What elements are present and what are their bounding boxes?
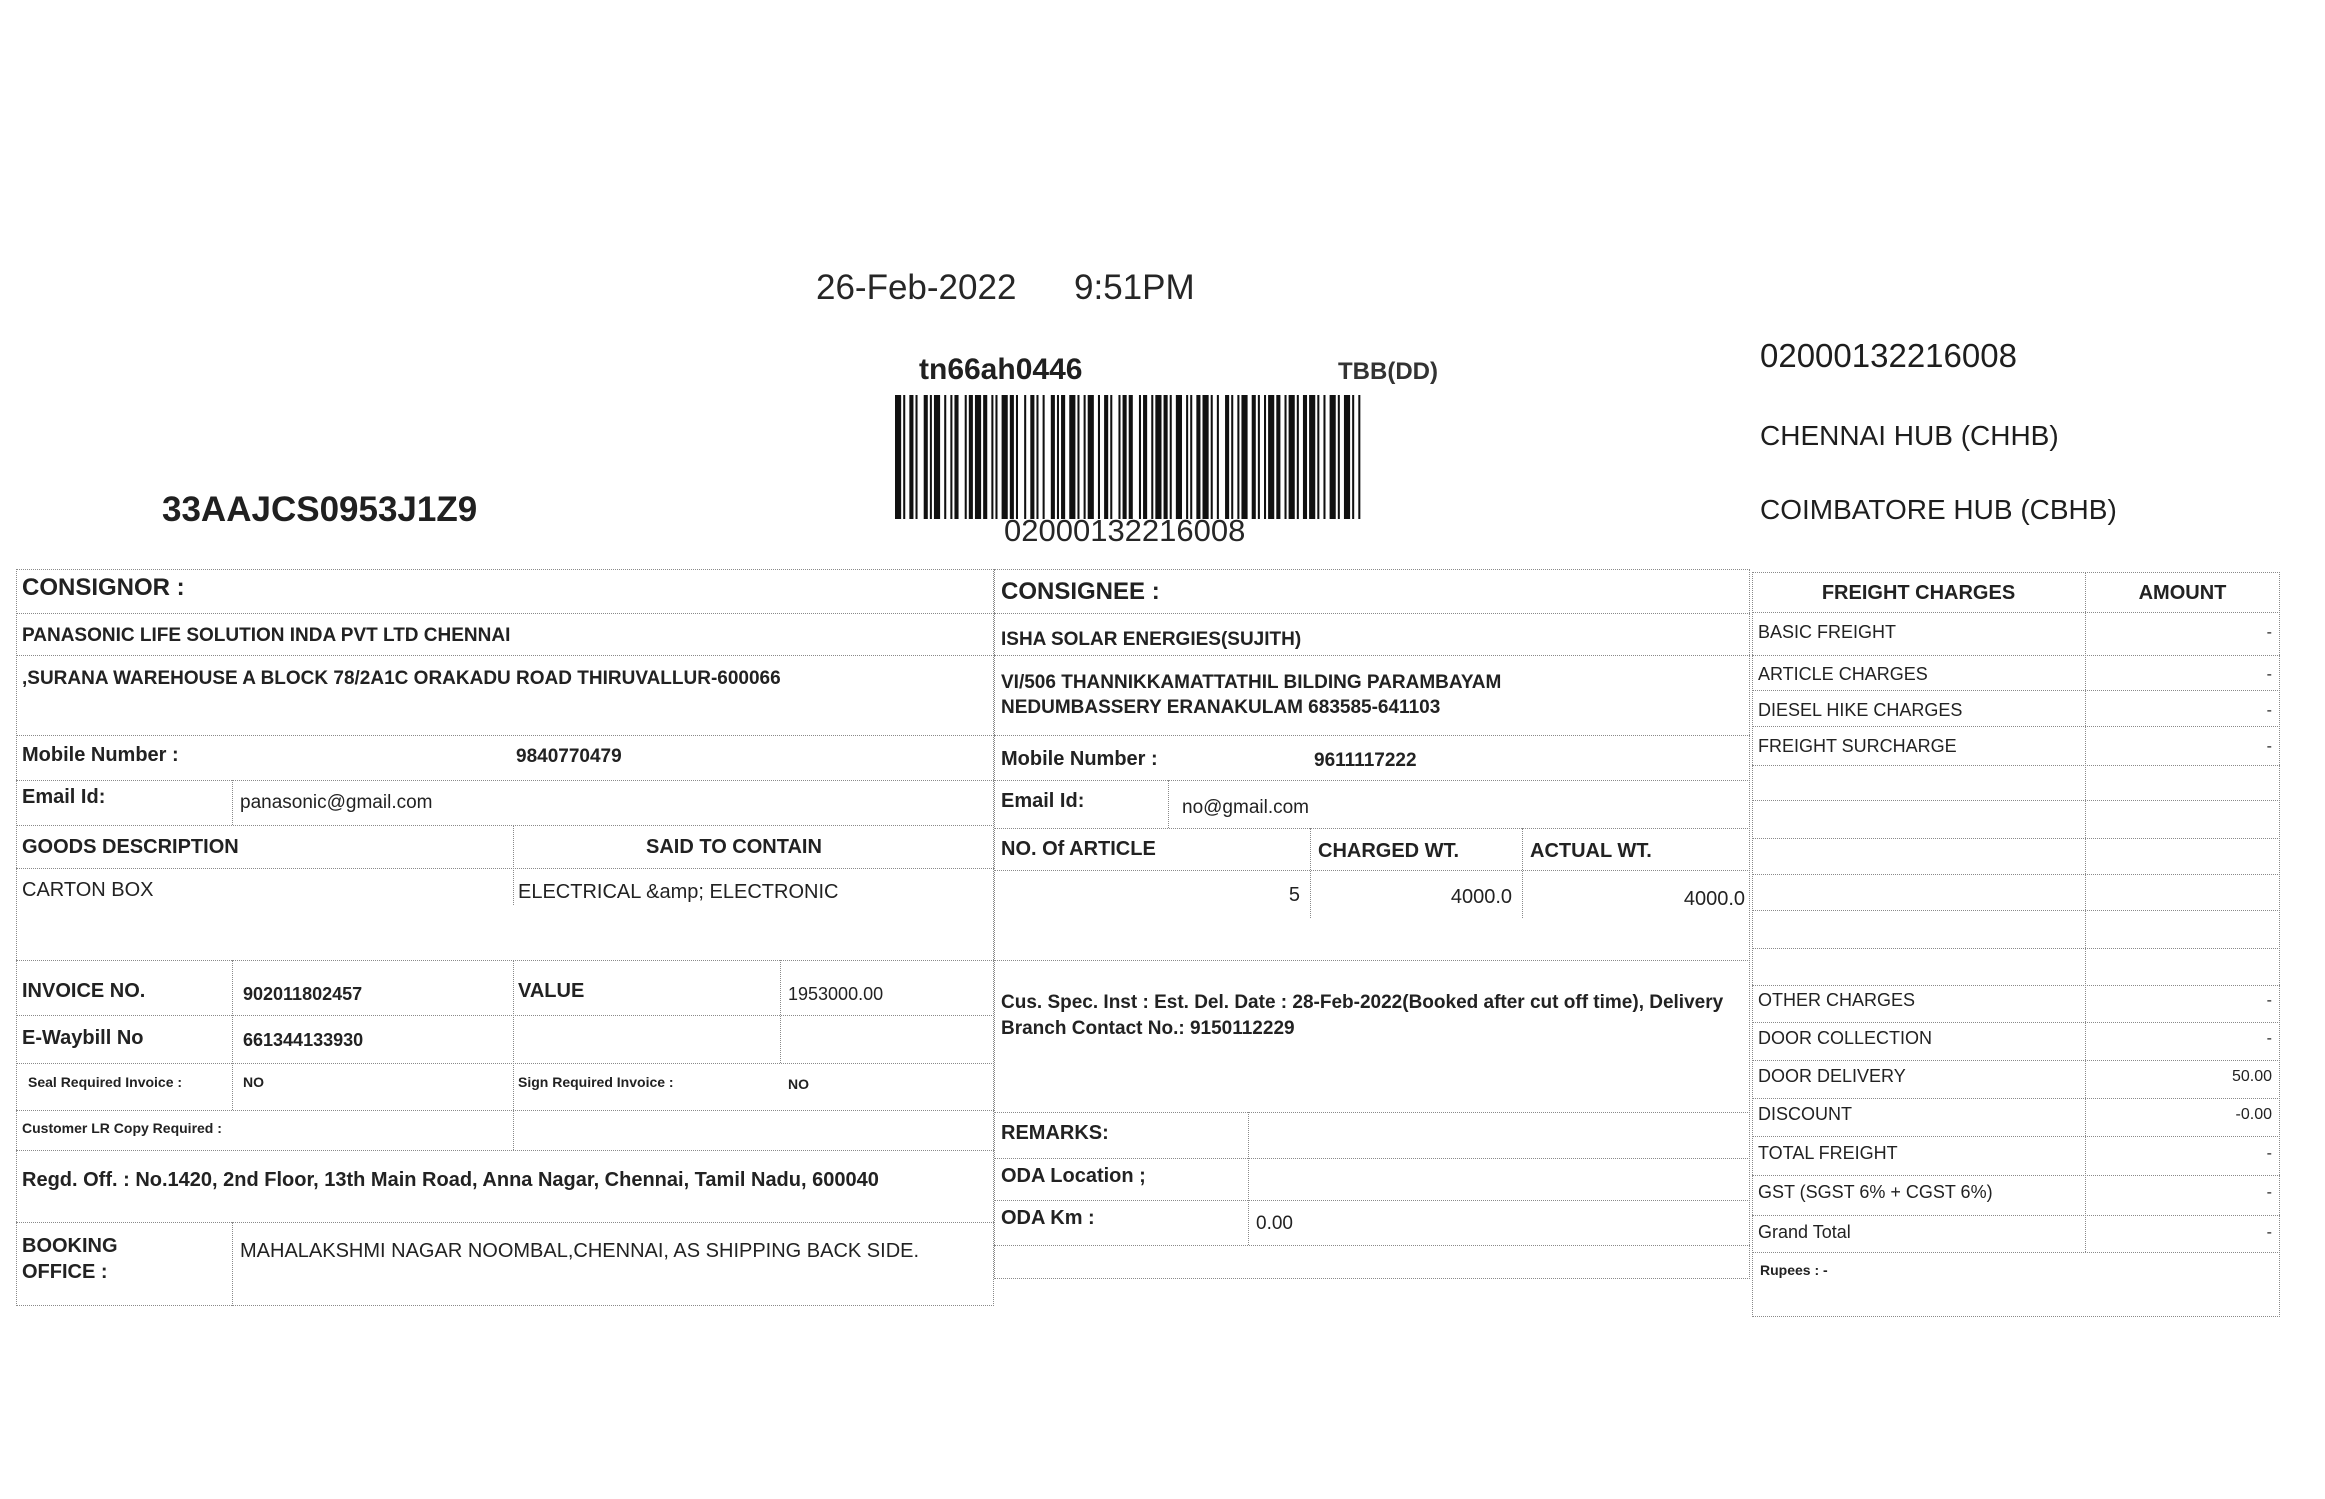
barcode-bar xyxy=(1110,395,1112,519)
barcode-bar xyxy=(1036,395,1038,519)
consignor-address: ,SURANA WAREHOUSE A BLOCK 78/2A1C ORAKADU ROAD THIRUVALLUR-600066 xyxy=(22,668,781,689)
consignee-address-line1: VI/506 THANNIKKAMATTATHIL BILDING PARAMBAYAM xyxy=(1001,672,1502,693)
freight-charge-label: DOOR COLLECTION xyxy=(1758,1028,1933,1048)
barcode-bar xyxy=(995,395,997,519)
freight-charge-amount: - xyxy=(2266,1224,2272,1241)
barcode-bar xyxy=(1123,395,1127,519)
lr-copy-required-label: Customer LR Copy Required : xyxy=(22,1120,222,1136)
gstin-number: 33AAJCS0953J1Z9 xyxy=(162,490,478,529)
barcode-bar xyxy=(1151,395,1153,519)
lr-number: 02000132216008 xyxy=(1760,337,2017,374)
barcode-bar xyxy=(1237,395,1239,519)
seal-required-value: NO xyxy=(243,1074,264,1090)
freight-charge-label: GST (SGST 6% + CGST 6%) xyxy=(1758,1182,1993,1202)
oda-km-value: 0.00 xyxy=(1256,1213,1293,1234)
vehicle-number: tn66ah0446 xyxy=(919,353,1083,386)
goods-description-label: GOODS DESCRIPTION xyxy=(22,836,239,858)
barcode-bar xyxy=(903,395,905,519)
freight-charge-label: OTHER CHARGES xyxy=(1758,990,1916,1010)
barcode-bar xyxy=(1358,395,1360,519)
said-to-contain: ELECTRICAL &amp; ELECTRONIC xyxy=(518,881,839,903)
barcode-bar xyxy=(1010,395,1014,519)
freight-charge-label: DIESEL HIKE CHARGES xyxy=(1758,700,1963,720)
barcode-bar xyxy=(1164,395,1168,519)
charged-weight: 4000.0 xyxy=(1450,886,1512,908)
barcode-bar xyxy=(1303,395,1307,519)
articles-count: 5 xyxy=(1288,884,1300,906)
freight-charge-amount: - xyxy=(2266,624,2272,641)
barcode-bar xyxy=(1352,395,1354,519)
oda-location-label: ODA Location ; xyxy=(1001,1165,1146,1187)
barcode-bar xyxy=(1231,395,1233,519)
barcode-bar xyxy=(1016,395,1018,519)
remarks-label: REMARKS: xyxy=(1001,1122,1109,1144)
consignee-email-label: Email Id: xyxy=(1001,790,1085,812)
seal-required-label: Seal Required Invoice : xyxy=(28,1074,183,1090)
barcode-bar xyxy=(1338,395,1340,519)
barcode-bar xyxy=(1051,395,1055,519)
barcode-bar xyxy=(1098,395,1100,519)
barcode-bar xyxy=(1176,395,1182,519)
barcode-bar xyxy=(1252,395,1256,519)
barcode-bar xyxy=(1211,395,1213,519)
barcode-bar xyxy=(944,395,946,519)
barcode-bar xyxy=(1143,395,1147,519)
barcode-bar xyxy=(1139,395,1141,519)
consignee-email: no@gmail.com xyxy=(1182,797,1309,818)
payment-type: TBB(DD) xyxy=(1338,358,1438,385)
registered-office: Regd. Off. : No.1420, 2nd Floor, 13th Main Road, Anna Nagar, Chennai, Tamil Nadu, 600040 xyxy=(22,1169,879,1191)
barcode-bar xyxy=(1077,395,1079,519)
booking-office-label-line2: OFFICE : xyxy=(22,1261,108,1283)
barcode-bar xyxy=(1297,395,1299,519)
freight-charge-amount: - xyxy=(2266,992,2272,1009)
barcode-bar xyxy=(1118,395,1120,519)
consignee-name: ISHA SOLAR ENERGIES(SUJITH) xyxy=(1001,629,1302,650)
special-instructions: Cus. Spec. Inst : Est. Del. Date : 28-Feb-2022(Booked after cut off time), Delivery Branch Contact No.: 9150112229 xyxy=(1001,992,1724,1039)
time-text: 9:51PM xyxy=(1074,268,1195,307)
amount-header: AMOUNT xyxy=(2138,582,2227,604)
freight-charge-label: TOTAL FREIGHT xyxy=(1758,1143,1898,1163)
goods-description: CARTON BOX xyxy=(22,879,154,901)
charged-weight-label: CHARGED WT. xyxy=(1318,840,1460,862)
booking-office-label-line1: BOOKING xyxy=(22,1235,118,1257)
ewaybill-number: 661344133930 xyxy=(243,1030,364,1050)
barcode-bar xyxy=(930,395,932,519)
freight-charge-label: DOOR DELIVERY xyxy=(1758,1066,1906,1086)
freight-charge-label: Grand Total xyxy=(1758,1222,1851,1242)
freight-charge-label: ARTICLE CHARGES xyxy=(1758,664,1928,684)
barcode-bar xyxy=(1104,395,1108,519)
booking-office: MAHALAKSHMI NAGAR NOOMBAL,CHENNAI, AS SHIPPING BACK SIDE. xyxy=(240,1240,920,1262)
barcode-bar xyxy=(1057,395,1059,519)
ewaybill-label: E-Waybill No xyxy=(22,1027,144,1049)
barcode-bar xyxy=(1289,395,1295,519)
value-label: VALUE xyxy=(518,980,585,1002)
consignor-mobile: 9840770479 xyxy=(516,746,622,767)
invoice-label: INVOICE NO. xyxy=(22,980,146,1002)
barcode-image xyxy=(895,395,1387,519)
barcode-bar xyxy=(1264,395,1266,519)
barcode-bar xyxy=(1155,395,1161,519)
freight-charge-label: DISCOUNT xyxy=(1758,1104,1852,1124)
barcode-bar xyxy=(1317,395,1319,519)
barcode-bar xyxy=(1190,395,1192,519)
freight-charge-amount: - xyxy=(2266,738,2272,755)
barcode-bar xyxy=(1217,395,1219,519)
freight-charge-amount: - xyxy=(2266,702,2272,719)
barcode-bar xyxy=(1285,395,1287,519)
freight-charge-amount: - xyxy=(2266,1145,2272,1162)
consignee-address-line2: NEDUMBASSERY ERANAKULAM 683585-641103 xyxy=(1001,697,1441,718)
barcode-bar xyxy=(1276,395,1280,519)
barcode-bar xyxy=(1344,395,1350,519)
barcode-bar xyxy=(1061,395,1065,519)
barcode-bar xyxy=(991,395,993,519)
freight-charge-label: BASIC FREIGHT xyxy=(1758,622,1897,642)
barcode-bar xyxy=(1170,395,1172,519)
consignor-mobile-label: Mobile Number : xyxy=(22,744,179,766)
rupees-in-words: Rupees : - xyxy=(1760,1262,1828,1278)
sign-required-label: Sign Required Invoice : xyxy=(518,1074,674,1090)
freight-charges-header: FREIGHT CHARGES xyxy=(1821,582,2016,604)
barcode-bar xyxy=(1069,395,1075,519)
barcode-bar xyxy=(1330,395,1336,519)
barcode-bar xyxy=(1258,395,1260,519)
consignee-mobile: 9611117222 xyxy=(1314,750,1417,771)
barcode-bar xyxy=(1024,395,1026,519)
barcode-bar xyxy=(916,395,918,519)
barcode-bar xyxy=(954,395,958,519)
barcode-number: 02000132216008 xyxy=(1004,513,1246,548)
destination-hub: COIMBATORE HUB (CBHB) xyxy=(1760,494,2117,525)
barcode-bar xyxy=(909,395,913,519)
actual-weight-label: ACTUAL WT. xyxy=(1530,840,1652,862)
freight-charge-amount: - xyxy=(2266,1030,2272,1047)
date-text: 26-Feb-2022 xyxy=(816,268,1017,307)
freight-charge-amount: - xyxy=(2266,1184,2272,1201)
freight-charge-amount: - xyxy=(2266,666,2272,683)
freight-charge-amount: -0.00 xyxy=(2235,1106,2272,1123)
barcode-bar xyxy=(1323,395,1325,519)
said-to-contain-label: SAID TO CONTAIN xyxy=(646,836,822,858)
consignor-email: panasonic@gmail.com xyxy=(240,792,433,813)
consignor-name: PANASONIC LIFE SOLUTION INDA PVT LTD CHENNAI xyxy=(22,625,511,646)
freight-charge-amount: 50.00 xyxy=(2231,1068,2272,1085)
barcode-bar xyxy=(1129,395,1133,519)
sign-required-value: NO xyxy=(788,1076,809,1092)
actual-weight: 4000.0 xyxy=(1683,888,1745,910)
barcode-bar xyxy=(1084,395,1086,519)
barcode-bar xyxy=(969,395,973,519)
barcode-bar xyxy=(1186,395,1188,519)
oda-km-label: ODA Km : xyxy=(1001,1207,1095,1229)
barcode-bar xyxy=(1268,395,1274,519)
barcode-bar xyxy=(1225,395,1229,519)
barcode-bar xyxy=(1043,395,1045,519)
consignee-mobile-label: Mobile Number : xyxy=(1001,748,1158,770)
origin-hub: CHENNAI HUB (CHHB) xyxy=(1760,420,2059,451)
consignor-email-label: Email Id: xyxy=(22,786,106,808)
articles-label: NO. Of ARTICLE xyxy=(1001,838,1156,860)
consignor-heading: CONSIGNOR : xyxy=(22,574,185,601)
barcode-bar xyxy=(965,395,967,519)
barcode-bar xyxy=(895,395,901,519)
barcode-bar xyxy=(950,395,952,519)
invoice-number: 902011802457 xyxy=(243,984,363,1004)
barcode-bar xyxy=(1002,395,1008,519)
barcode-bar xyxy=(924,395,928,519)
invoice-value: 1953000.00 xyxy=(788,984,884,1004)
barcode-bar xyxy=(983,395,987,519)
barcode-bar xyxy=(975,395,981,519)
barcode-bar xyxy=(1088,395,1094,519)
barcode-bar xyxy=(1196,395,1200,519)
consignee-heading: CONSIGNEE : xyxy=(1001,578,1160,605)
barcode-bar xyxy=(1241,395,1247,519)
barcode-bar xyxy=(1203,395,1209,519)
freight-charge-label: FREIGHT SURCHARGE xyxy=(1758,736,1957,756)
barcode-bar xyxy=(934,395,940,519)
barcode-bar xyxy=(1030,395,1034,519)
barcode-bar xyxy=(1309,395,1315,519)
